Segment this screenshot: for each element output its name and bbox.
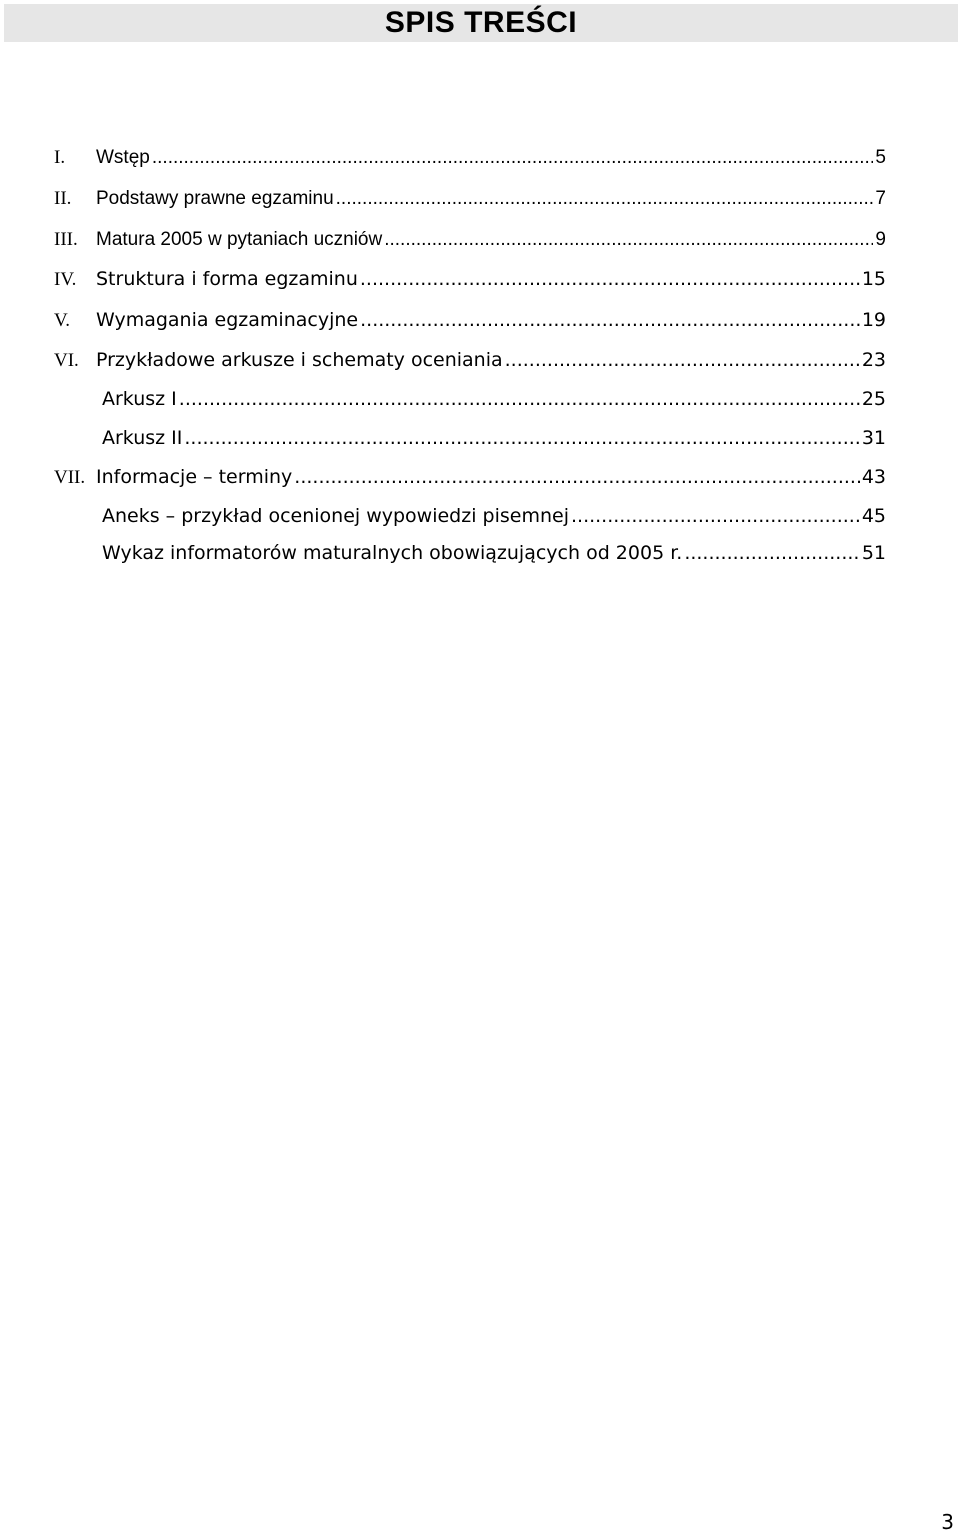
toc-entry-arkusz-1[interactable] xyxy=(102,388,886,412)
toc-entry-arkusz-2[interactable] xyxy=(102,427,886,451)
toc-entry-podstawy-prawne[interactable] xyxy=(54,187,886,211)
toc-entry-page: 25 xyxy=(861,388,886,410)
dot-leader xyxy=(184,427,859,449)
toc-entry-page: 9 xyxy=(875,229,886,250)
toc-entry-aneks[interactable] xyxy=(102,505,886,529)
toc-entry-page: 5 xyxy=(875,147,886,168)
dot-leader xyxy=(294,466,860,488)
toc-entry-page: 43 xyxy=(861,466,886,488)
toc-entry-wstep[interactable] xyxy=(54,146,886,170)
toc-entry-label: Podstawy prawne egzaminu xyxy=(96,188,334,209)
toc-entry-number: VII. xyxy=(54,467,86,488)
dot-leader xyxy=(384,228,873,251)
toc-entry-label: Aneks – przykład ocenionej wypowiedzi pisemnej xyxy=(102,505,569,527)
toc-entry-number: I. xyxy=(54,147,66,168)
toc-entry-page: 15 xyxy=(861,268,886,290)
toc-entry-number: II. xyxy=(54,188,72,209)
dot-leader xyxy=(179,388,860,410)
toc-entry-number: III. xyxy=(54,229,78,250)
toc-entry-page: 45 xyxy=(861,505,886,527)
toc-entry-label: Matura 2005 w pytaniach uczniów xyxy=(96,229,383,250)
page-title: SPIS TREŚCI xyxy=(384,6,578,39)
toc-entry-label: Informacje – terminy xyxy=(96,466,293,488)
dot-leader xyxy=(360,309,860,331)
dot-leader xyxy=(336,187,874,210)
toc-entry-page: 19 xyxy=(861,309,886,331)
toc-entry-label: Struktura i forma egzaminu xyxy=(96,268,358,290)
dot-leader xyxy=(152,146,874,169)
table-of-contents xyxy=(0,0,960,600)
toc-entry-label: Wymagania egzaminacyjne xyxy=(96,309,359,331)
toc-entry-label: Arkusz I xyxy=(102,388,177,410)
toc-entry-label: Arkusz II xyxy=(102,427,183,449)
toc-entry-label: Wykaz informatorów maturalnych obowiązujących od 2005 r. xyxy=(102,542,683,564)
toc-entry-struktura[interactable] xyxy=(54,268,886,292)
toc-entry-przykladowe-arkusze[interactable] xyxy=(54,349,886,373)
toc-entry-page: 23 xyxy=(861,349,886,371)
dot-leader xyxy=(360,268,860,290)
toc-entry-wymagania[interactable] xyxy=(54,309,886,333)
toc-entry-page: 31 xyxy=(861,427,886,449)
toc-entry-page: 51 xyxy=(861,542,886,564)
toc-entry-number: VI. xyxy=(54,350,79,371)
dot-leader xyxy=(684,542,860,564)
toc-entry-label: Przykładowe arkusze i schematy oceniania xyxy=(96,349,503,371)
dot-leader xyxy=(505,349,860,371)
toc-entry-page: 7 xyxy=(875,188,886,209)
toc-entry-wykaz-informatorow[interactable] xyxy=(102,542,886,566)
toc-entry-number: V. xyxy=(54,310,71,331)
toc-entry-number: IV. xyxy=(54,269,77,290)
page-number: 3 xyxy=(941,1510,954,1534)
dot-leader xyxy=(571,505,860,527)
toc-entry-label: Wstęp xyxy=(96,147,150,168)
toc-entry-matura-pytania[interactable] xyxy=(54,228,886,252)
toc-entry-informacje-terminy[interactable] xyxy=(54,466,886,490)
